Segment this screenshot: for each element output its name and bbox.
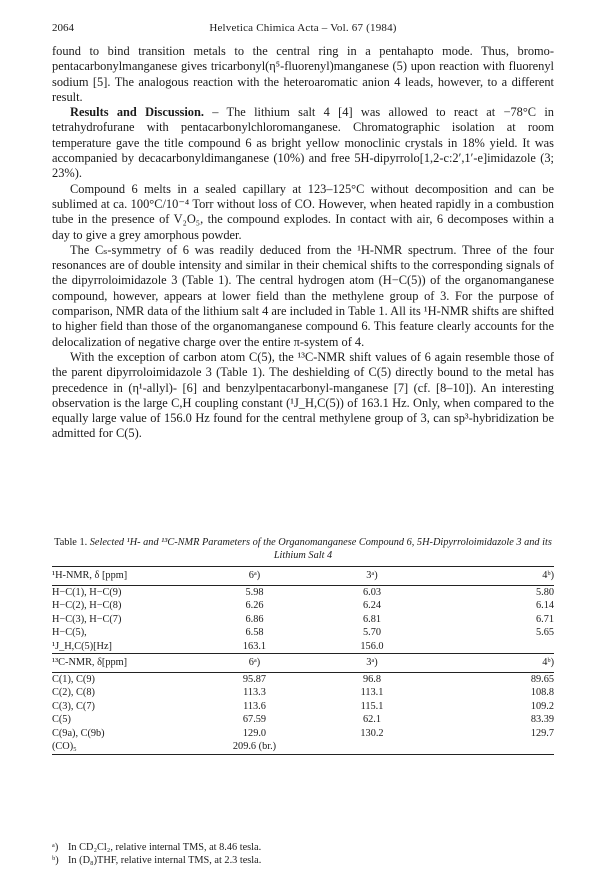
table-cell: 113.3 [243,687,266,698]
footnote-mark: ᵃ) [52,842,59,853]
table-row [52,613,554,627]
paragraph-2 [52,105,554,181]
footnote-text: In (D₈)THF, relative internal TMS, at 2.3 tesla. [68,854,262,866]
table-cell: C(9a), C(9b) [52,727,105,739]
table-cell: 6.14 [535,600,554,611]
table-cell: 62.1 [362,714,382,725]
table-cell: 6.03 [362,586,382,598]
table-row [52,626,554,640]
page-number: 2064 [52,22,74,34]
table-cell: 6ᵃ) [202,567,307,586]
table-cell: 130.2 [360,727,384,739]
table-cell: H−C(3), H−C(7) [52,613,122,625]
table-cell: 113.6 [243,700,266,712]
table-cell: C(1), C(9) [52,673,95,685]
table-cell: C(2), C(8) [52,687,95,698]
table-row [52,727,554,741]
table-cell: 5.65 [535,627,554,638]
footnote [52,855,554,868]
table-cell: 6.58 [245,627,264,638]
journal-title: Helvetica Chimica Acta – Vol. 67 (1984) [209,22,397,34]
footnote-mark: ᵇ) [52,854,59,866]
table-row [52,740,554,754]
table-cell: 109.2 [530,700,554,712]
table-caption-title: Selected ¹H- and ¹³C-NMR Parameters of the Organomanganese Compound 6, 5H-Dipyrroloimidazole 3 and its Lithium Salt 4 [89,537,552,561]
table-cell: 4ᵇ) [437,567,554,586]
table-cell: C(5) [52,714,71,725]
table-cell: ¹H-NMR, δ [ppm] [52,567,202,586]
table-cell: (CO)₅ [52,740,202,754]
table-cell: 156.0 [307,640,437,654]
paragraph-1: found to bind transition metals to the central ring in a pentahapto mode. Thus, bromo-pentacarbonylmanganese gives tricarbonyl(η⁵-fluorenyl)manganese (5) upon reaction with fluorenyl sodium [5]. The analogous reaction with the heteroaromatic anion 4 leads, however, to a different result. [52,44,554,104]
running-header [52,20,554,36]
table-cell: 3ᵃ) [307,654,437,673]
table-cell: 6.26 [245,600,264,611]
footnote-text: In CD₂Cl₂, relative internal TMS, at 8.46 tesla. [68,842,262,853]
table-cell [307,740,437,754]
table-cell: 6.24 [362,600,382,611]
paragraph-3: Compound 6 melts in a sealed capillary at 123–125°C without decomposition and can be sublimed at ca. 100°C/10⁻⁴ Torr without loss of CO. However, when heated rapidly in a combustion tube in the presence of V₂O₅, the compound explodes. In contact with air, 6 decomposes within a day to give a grey amorphous powder. [52,181,554,242]
table-row [52,640,554,654]
paragraph-2-text: – The lithium salt 4 [4] was allowed to react at −78°C in tetrahydrofurane with pentacarbonylchloromanganese. Chromatographic isolation at room temperature gave the title compound 6 as bright yellow monoclinic crystals in 18% yield. It was accompanied by decacarbonyldimanganese (10%) and free 5H-dipyrrolo[1,2-c:2′,1′-e]imidazole (3; 23%). [52,105,554,181]
article-body [52,44,554,442]
table-cell: C(3), C(7) [52,700,95,712]
table-cell: 5.98 [245,586,264,598]
table-row [52,599,554,613]
table-cell [437,640,554,654]
table-header-row [52,654,554,673]
table-row [52,700,554,714]
table-row [52,686,554,700]
table-row [52,672,554,686]
table-cell: 6.81 [362,613,382,625]
table-cell: 6ᵃ) [202,654,307,673]
table-row [52,585,554,599]
table-footnotes [52,842,554,867]
table-cell: 4ᵇ) [437,654,554,673]
table-cell: 95.87 [242,673,267,685]
table-cell: H−C(2), H−C(8) [52,600,122,611]
table-cell: 96.8 [362,673,382,685]
table-row [52,713,554,727]
table-cell: 3ᵃ) [307,567,437,586]
section-heading: Results and Discussion. [70,105,204,120]
nmr-table [52,566,554,755]
table-cell: 129.0 [242,727,267,739]
table-cell: ¹J_H,C(5)[Hz] [52,640,202,654]
table-cell: 5.80 [535,586,554,598]
footnote [52,842,554,855]
table-cell: 5.70 [362,627,382,638]
paragraph-5: With the exception of carbon atom C(5), the ¹³C-NMR shift values of 6 again resemble those of the parent dipyrroloimidazole 3 (Table 1). The deshielding of C(5) directly bound to the metal has precedence in (η¹-allyl)- [6] and benzylpentacarbonyl-manganese [7] (cf. [8–10]). An interesting observation is the large C,H coupling constant (¹J_H,C(5)) of 163.1 Hz. Only, when compared to the equally large value of 156.0 Hz found for the central methylene group of 3, can sp³-hybridization be admitted for C(5). [52,349,554,441]
paragraph-4: The Cₛ-symmetry of 6 was readily deduced from the ¹H-NMR spectrum. Three of the four resonances are of double intensity and similar in their chemical shifts to the corresponding signals of the dipyrroloimidazole 3 (Table 1). The central hydrogen atom (H−C(5)) of the organomanganese compound, however, appears at lower field than the methylene group of 3. For the purpose of comparison, NMR data of the lithium salt 4 are included in Table 1. All its ¹H-NMR shifts are shifted to higher field than those of the organomanganese compound 6. This feature clearly accounts for the delocalization of negative charge over the entire π-system of 4. [52,242,554,349]
table-cell: 83.39 [530,714,554,725]
table-cell: 209.6 (br.) [202,740,307,754]
table-cell: 89.65 [530,673,554,685]
table-cell: ¹³C-NMR, δ[ppm] [52,654,202,673]
table-header-row [52,567,554,586]
table-cell: H−C(1), H−C(9) [52,586,122,598]
table-cell: 108.8 [530,687,554,698]
table-cell: 67.59 [242,714,267,725]
table-cell: 129.7 [530,727,554,739]
table-cell: H−C(5), [52,627,87,638]
table-cell: 113.1 [360,687,384,698]
table-cell: 115.1 [360,700,384,712]
table-cell [437,740,554,754]
table-caption-label: Table 1. [54,537,90,548]
table-cell: 6.86 [245,613,264,625]
table-cell: 6.71 [535,613,554,625]
table-caption [52,536,554,562]
table-cell: 163.1 [202,640,307,654]
